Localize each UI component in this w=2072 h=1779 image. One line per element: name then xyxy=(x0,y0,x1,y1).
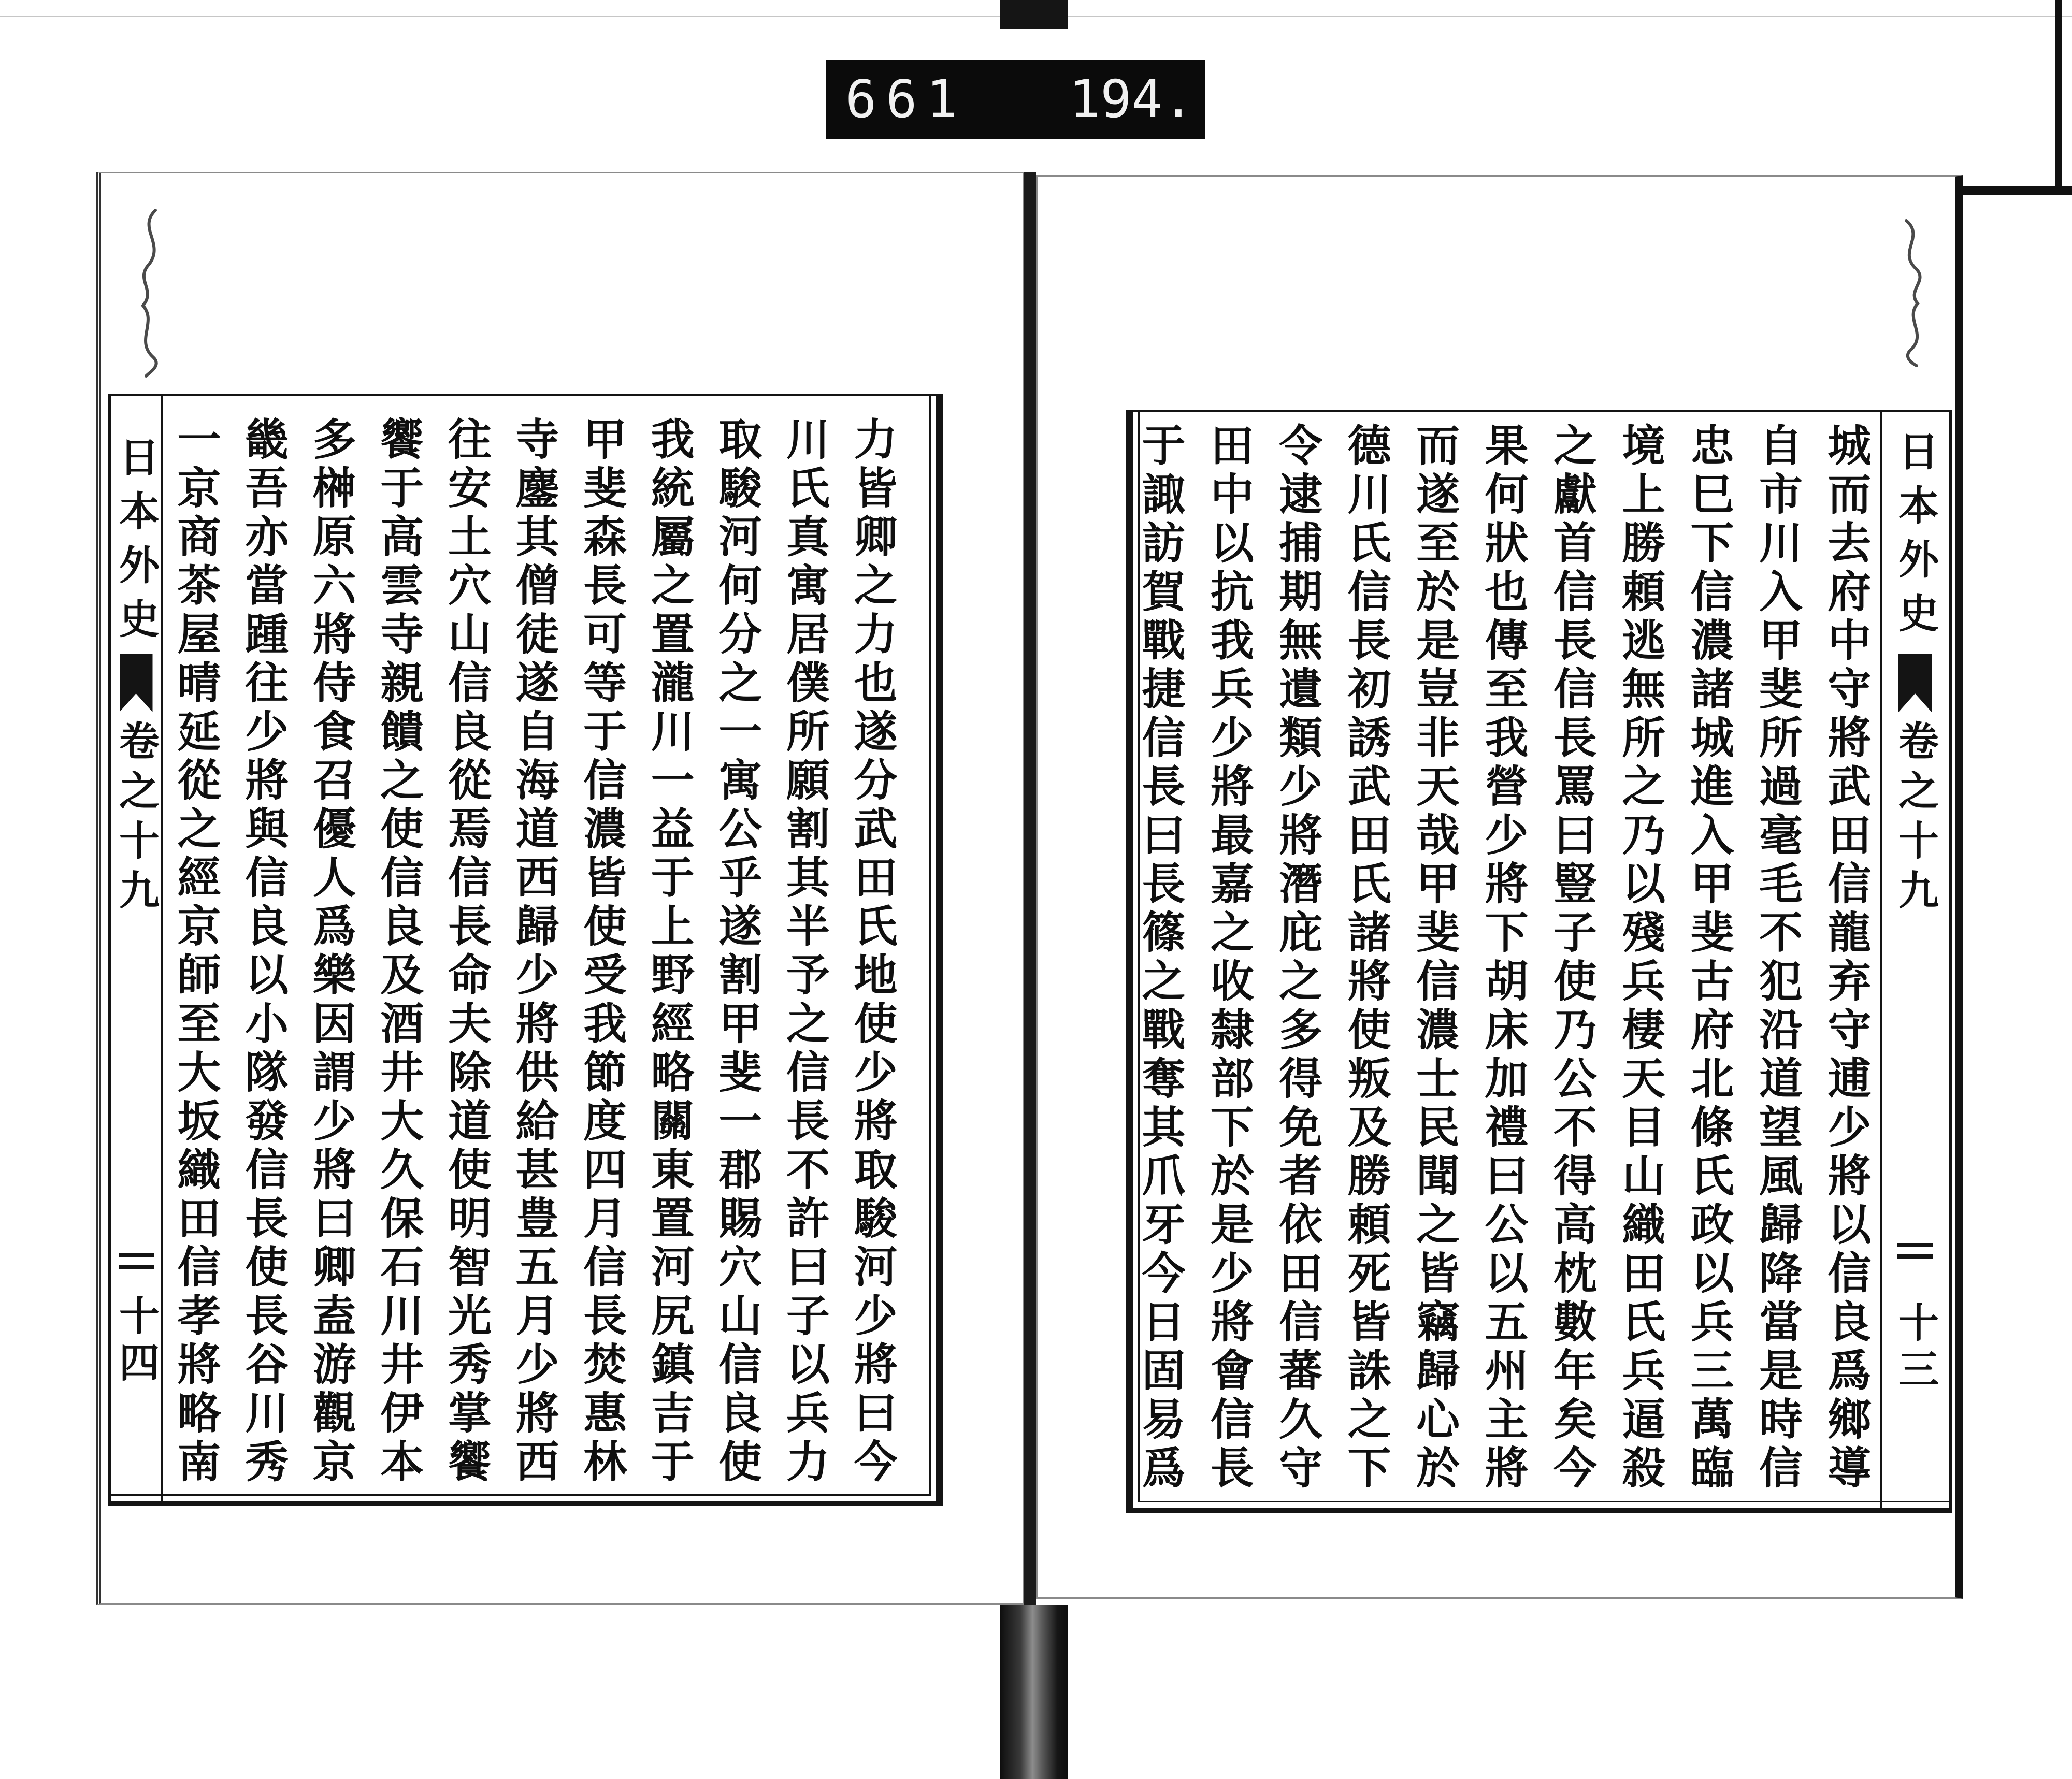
scan-edge-vertical xyxy=(2055,0,2062,195)
left-page xyxy=(96,172,1024,1605)
text-column: 川氏真寓居僕所願割其半予之信長不許曰子以兵力 xyxy=(779,416,831,1487)
double-bar-mark xyxy=(1897,1243,1933,1247)
text-column: 一京商茶屋晴延從之經京師至大坂織田信孝將略南 xyxy=(170,416,222,1487)
text-column: 往安土穴山信良從焉信長命夫除道使明智光秀掌饗 xyxy=(441,416,493,1487)
binding-clip-top xyxy=(1000,0,1068,29)
catalog-label xyxy=(826,60,1205,139)
text-column: 之獻首信長信長罵曰豎子使乃公不得高枕數年矣今 xyxy=(1546,423,1598,1494)
double-bar-mark xyxy=(119,1253,154,1257)
text-column: 力皆卿之力也遂分武田氏地使少將取駿河少將曰今 xyxy=(846,416,898,1487)
text-column: 甲斐森長可等于信濃皆使受我節度四月信長焚惠林 xyxy=(576,416,628,1487)
right-page xyxy=(1036,175,1963,1599)
text-column: 多榊原六將侍食召優人爲樂因謂少將曰卿盍游觀京 xyxy=(306,416,357,1487)
text-column: 境上勝頼逃無所之乃以殘兵棲天目山織田氏兵逼殺 xyxy=(1615,423,1666,1494)
text-block xyxy=(1127,423,1879,1494)
fish-tail-mark xyxy=(120,654,153,712)
margin-title: 日本外史 xyxy=(1892,430,1939,646)
text-column: 令逮捕期無遺類少將潛庇之多得免者依田信蕃久守 xyxy=(1272,423,1323,1494)
thread-mark-icon xyxy=(1886,218,1942,368)
margin-volume: 卷之十九 xyxy=(112,720,160,919)
double-bar-mark xyxy=(119,1265,154,1269)
fish-tail-mark xyxy=(1898,654,1932,712)
margin-column xyxy=(1882,410,1948,1508)
text-column: 我統屬之置瀧川一益于上野經略關東置河尻鎮吉于 xyxy=(644,416,696,1487)
text-column: 德川氏信長初誘武田氏諸將使叛及勝頼死皆誅之下 xyxy=(1341,423,1392,1494)
catalog-number: 661 xyxy=(845,69,967,129)
text-block xyxy=(163,416,905,1487)
text-column: 饗于高雲寺親饋之使信良及酒井大久保石川井伊本 xyxy=(373,416,425,1487)
text-column: 于諏訪賀戰捷信長曰長篠之戰奪其爪牙今日固易爲 xyxy=(1135,423,1186,1494)
text-column: 而遂至於是豈非天哉甲斐信濃士民聞之皆竊歸心於 xyxy=(1409,423,1461,1494)
text-column: 城而去府中守將武田信龍弃守逋少將以信良爲鄉導 xyxy=(1820,423,1872,1494)
double-bar-mark xyxy=(1897,1254,1933,1259)
text-column: 畿吾亦當踵往少將與信良以小隊發信長使長谷川秀 xyxy=(238,416,290,1487)
margin-volume: 卷之十九 xyxy=(1892,720,1939,919)
margin-title: 日本外史 xyxy=(112,436,160,652)
book-spine xyxy=(1024,172,1036,1605)
page-number: 十三 xyxy=(1892,1301,1939,1395)
binding-clip-bottom xyxy=(1000,1605,1068,1779)
text-column: 忠巳下信濃諸城進入甲斐古府北條氏政以兵三萬臨 xyxy=(1684,423,1735,1494)
margin-column xyxy=(111,394,161,1501)
text-column: 寺鏖其僧徒遂自海道西歸少將供給甚豊五月少將西 xyxy=(508,416,560,1487)
page-number: 十四 xyxy=(112,1295,160,1388)
text-column: 取駿河何分之一寓公乎遂割甲斐一郡賜穴山信良使 xyxy=(711,416,763,1487)
text-column: 田中以抗我兵少將最嘉之收隸部下於是少將會信長 xyxy=(1203,423,1255,1494)
text-column: 自市川入甲斐所過毫毛不犯沿道望風歸降當是時信 xyxy=(1752,423,1804,1494)
thread-mark-icon xyxy=(119,207,176,378)
text-column: 果何狀也傳至我營少將下胡床加禮曰公以五州主將 xyxy=(1477,423,1529,1494)
sheet-number: 194. xyxy=(1069,69,1194,129)
